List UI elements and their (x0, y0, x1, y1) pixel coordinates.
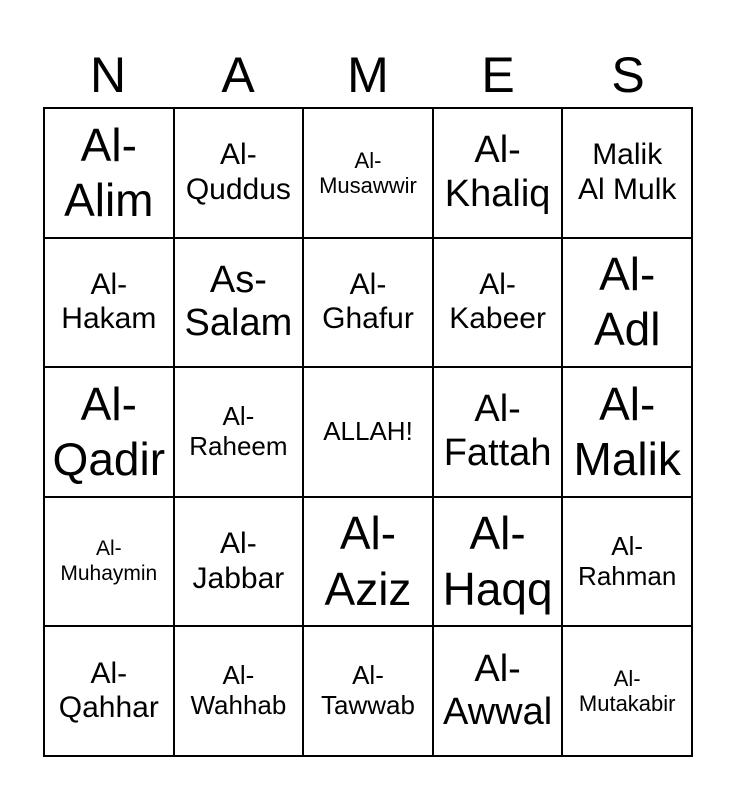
bingo-cell[interactable] (434, 239, 564, 369)
bingo-cell-free-space[interactable] (304, 368, 434, 498)
cell-label: Al- Qahhar (58, 656, 159, 725)
cell-label: Al- Hakam (61, 267, 157, 336)
cell-label: Al- Malik (573, 377, 681, 485)
header-letter-s: S (611, 47, 645, 103)
bingo-cell[interactable] (45, 239, 175, 369)
bingo-cell[interactable] (434, 368, 564, 498)
bingo-cell[interactable] (175, 239, 305, 369)
cell-label: Al- Haqq (442, 507, 553, 615)
bingo-cell[interactable] (563, 239, 693, 369)
cell-label: Al- Aziz (324, 507, 412, 615)
bingo-cell[interactable] (45, 368, 175, 498)
bingo-header (43, 42, 693, 108)
cell-label: Al- Fattah (443, 388, 552, 474)
cell-label: Al- Quddus (185, 138, 291, 206)
bingo-cell[interactable] (45, 498, 175, 628)
bingo-cell[interactable] (175, 498, 305, 628)
bingo-cell[interactable] (175, 109, 305, 239)
bingo-cell[interactable] (175, 368, 305, 498)
bingo-cell[interactable] (434, 498, 564, 628)
cell-label: Al- Muhaymin (60, 537, 158, 585)
cell-label: Al- Khaliq (444, 129, 551, 215)
bingo-cell[interactable] (563, 498, 693, 628)
header-letter-a: A (221, 47, 255, 103)
bingo-cell[interactable] (434, 627, 564, 757)
cell-label: Al- Jabbar (192, 527, 285, 595)
bingo-cell[interactable] (304, 498, 434, 628)
cell-label: Al- Raheem (189, 401, 288, 461)
bingo-cell[interactable] (563, 368, 693, 498)
cell-label: Al- Mutakabir (578, 665, 676, 717)
bingo-cell[interactable] (45, 109, 175, 239)
cell-label: Al- Adl (593, 248, 661, 356)
cell-label: Al- Kabeer (449, 267, 546, 336)
free-space-label: ALLAH! (323, 416, 413, 447)
header-letter-e: E (481, 47, 515, 103)
cell-label: Al- Qadir (52, 377, 166, 485)
cell-label: As- Salam (184, 258, 293, 345)
bingo-grid (43, 107, 693, 757)
bingo-cell[interactable] (175, 627, 305, 757)
bingo-cell[interactable] (304, 239, 434, 369)
bingo-cell[interactable] (304, 109, 434, 239)
bingo-cell[interactable] (304, 627, 434, 757)
cell-label: Al- Wahhab (190, 660, 287, 721)
bingo-cell[interactable] (563, 109, 693, 239)
cell-label: Al- Musawwir (319, 147, 417, 198)
header-letter-n: N (89, 47, 127, 103)
cell-label: Malik Al Mulk (578, 138, 677, 206)
bingo-cell[interactable] (434, 109, 564, 239)
cell-label: Al- Tawwab (321, 660, 415, 721)
cell-label: Al- Alim (64, 118, 154, 226)
cell-label: Al- Rahman (578, 530, 677, 591)
bingo-cell[interactable] (45, 627, 175, 757)
bingo-cell[interactable] (563, 627, 693, 757)
cell-label: Al- Awwal (443, 647, 553, 734)
header-letter-m: M (347, 47, 389, 103)
cell-label: Al- Ghafur (322, 267, 414, 336)
